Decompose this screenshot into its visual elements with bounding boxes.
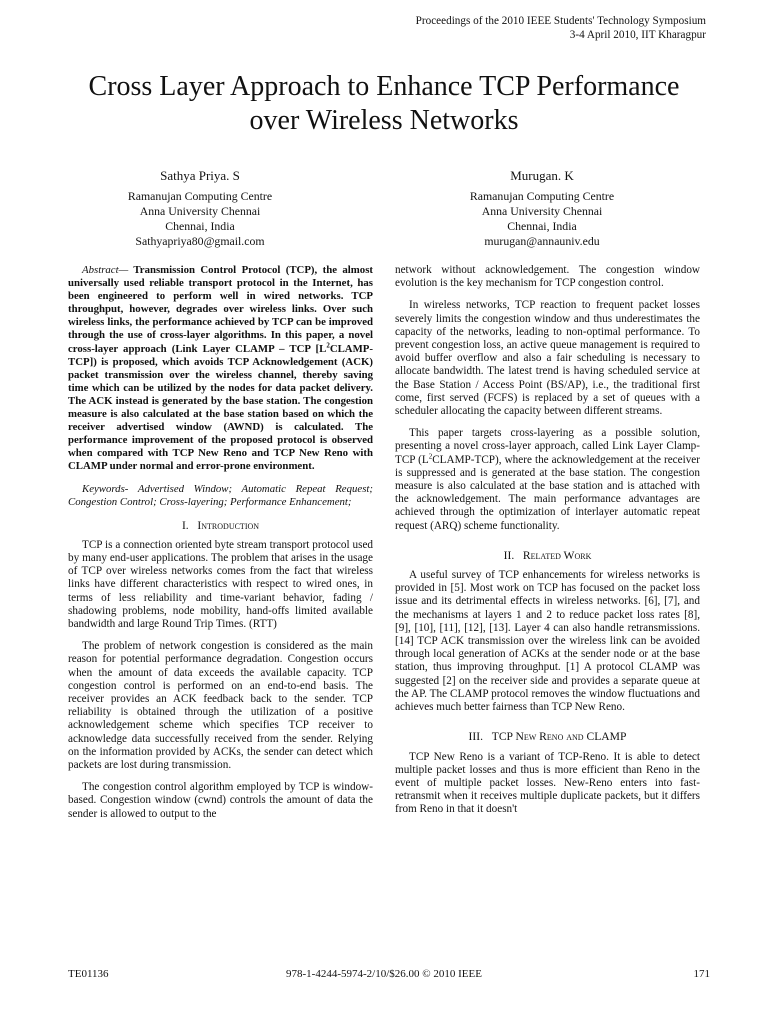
paragraph: network without acknowledgement. The congestion window evolution is the key mechanism for TCP congestion control. [395, 264, 700, 290]
author-name: Sathya Priya. S [160, 168, 240, 183]
abstract: Abstract— Transmission Control Protocol (TCP), the almost universally used reliable transport protocol in the Internet, has been engineered to perform well in wired networks. TCP throughput, however, degrades over wireless links. Over such wireless links, the performance achieved by TCP can be improved through the use of cross-layer algorithms. In this paper, a novel cross-layer approach (Link Layer CLAMP – TCP $[L^2CLAMP-TCP]$) is proposed, which avoids TCP Acknowledgement (ACK) packet transmission over the wireless channel, thereby saving time which can be utilized by the nodes for data packet delivery. The ACK instead is generated by the base station. The congestion measure is also calculated at the base station based on which the receiver advertised window (AWND) is calculated. The performance improvement of the proposed protocol is observed when compared with TCP New Reno and TCP New Reno with CLAMP under normal and error-prone environment. [68, 264, 373, 473]
author-block-2 [392, 168, 692, 249]
header-line-2: 3-4 April 2010, IIT Kharagpur [569, 29, 706, 41]
header-line-1: Proceedings of the 2010 IEEE Students' Technology Symposium [415, 15, 706, 27]
paragraph: TCP is a connection oriented byte stream transport protocol used by many end-user applications. The problem that arises in the usage of TCP over wireless networks comes from the fact that wireless links have different characteristics with respect to wired ones, in terms of less reliability and time-variant behavior, fading / shadowing problems, node mobility, hand-offs limited available bandwidth and large Round Trip Times. (RTT) [68, 538, 373, 630]
paragraph: The problem of network congestion is considered as the main reason for potential performance degradation. Congestion occurs when the amount of data exceeds the available capacity. TCP congestion control is performed on an end-to-end basis. The receiver provides an ACK feedback back to the sender. TCP reliability is obtained through the utilization of a positive acknowledgement scheme which specifies TCP receiver to acknowledge data successfully received from the sender. Relying on the information provided by ACKs, the sender can detect which packets are lost during transmission. [68, 640, 373, 771]
author-univ: Anna University Chennai [481, 204, 603, 218]
footer-copyright: 978-1-4244-5974-2/10/$26.00 © 2010 IEEE [286, 968, 482, 980]
author-email: murugan@annauniv.edu [484, 234, 600, 248]
title-line-2: over Wireless Networks [249, 105, 519, 136]
proceedings-header [416, 14, 706, 42]
page-number: 171 [693, 968, 710, 980]
section-heading-related-work: II. Related Work [503, 548, 592, 562]
author-org: Ramanujan Computing Centre [469, 189, 615, 203]
paragraph: A useful survey of TCP enhancements for wireless networks is provided in [5]. Most work on TCP has focused on the packet loss issue and its detrimental effects in wireless networks. [6], [7], and the mechanisms at layers 1 and 2 to reduce packet loss rates [8], [9], [10], [11], [12], [13]. Layer 4 can also handle retransmissions. [14] TCP ACK transmission over the wireless link can be avoided through local generation of ACKs at the sender node or at the base station, thus improving throughput. [1] A protocol CLAMP was suggested [2] on the receiver side and provides a separate queue at the AP. The CLAMP protocol removes the window fluctuations and achieves much better fairness than TCP New Reno. [395, 569, 700, 714]
author-city: Chennai, India [165, 219, 235, 233]
keywords: Keywords- Advertised Window; Automatic Repeat Request; Congestion Control; Cross-layering; Performance Enhancement; [68, 482, 373, 508]
left-column [68, 264, 373, 821]
paragraph: This paper targets cross-layering as a possible solution, presenting a novel cross-layer approach, called Link Layer Clamp- TCP $(L^2CLAMP-TCP)$, where the acknowledgement at the receiver is suppressed and is generated at the base station. The congestion measure is also calculated at the base station and is attached with the acknowledgement. The main performance advantages are achieved through the optimization of interlayer automatic repeat request (ARQ) scheme functionality. [395, 427, 700, 532]
paragraph: The congestion control algorithm employed by TCP is window-based. Congestion window (cwnd) controls the amount of data the sender is allowed to output to the [68, 781, 373, 820]
abstract-lead: Abstract— [82, 264, 129, 276]
author-block-1 [50, 168, 350, 249]
right-column [395, 264, 700, 817]
paragraph: In wireless networks, TCP reaction to frequent packet losses severely limits the congestion window and thus underestimates the capacity of the networks, leading to non-optimal performance. To prevent congestion loss, an active queue management is required to avoid buffer overflow and also a fair scheduling is necessary to allocate bandwidth. The latest trend is having scheduled service at the Base Station / Access Point (BS/AP), i.e., the traditional first come, first served (FCFS) is replaced by a set of queues with a scheduler allocating the capacity between different streams. [395, 299, 700, 418]
title-line-1: Cross Layer Approach to Enhance TCP Performance [88, 71, 680, 102]
section-heading-introduction: I. Introduction [181, 518, 260, 532]
paper-title [0, 70, 768, 138]
paragraph: TCP New Reno is a variant of TCP-Reno. It is able to detect multiple packet losses and thus is more efficient than Reno in the event of multiple packet losses. New-Reno enters into fast-retransmit when it receives multiple duplicate packets, but it differs from Reno in that it doesn't [395, 750, 700, 816]
section-heading-new-reno-clamp: III. TCP New Reno and CLAMP [468, 730, 627, 744]
author-univ: Anna University Chennai [139, 204, 261, 218]
author-email: Sathyapriya80@gmail.com [135, 234, 265, 248]
footer-id: TE01136 [68, 968, 109, 980]
author-name: Murugan. K [510, 168, 574, 183]
author-city: Chennai, India [507, 219, 577, 233]
author-org: Ramanujan Computing Centre [127, 189, 273, 203]
